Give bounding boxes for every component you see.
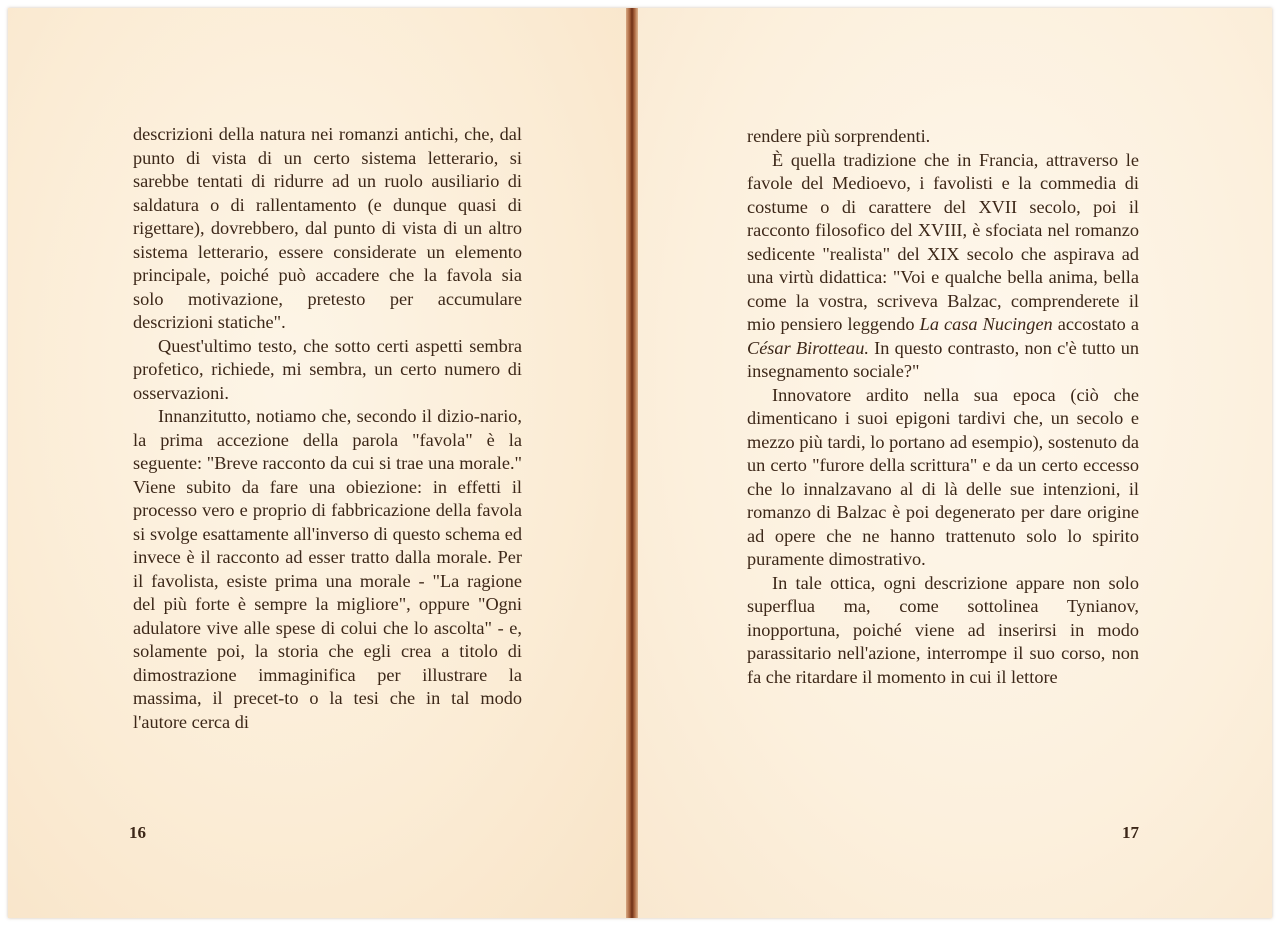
paragraph — [133, 123, 522, 335]
text-line: effetti il processo vero e proprio di fabbricazione — [133, 476, 522, 520]
text-line: la favola sia solo motivazione, pretesto per — [133, 265, 522, 309]
text-line: sembra profetico, richiede, mi sembra, un certo — [133, 335, 522, 379]
text-line: della favola si svolge esattamente all'inverso di — [133, 500, 522, 544]
text-line: parassitario nell'azione, interrompe il suo corso, — [747, 643, 1106, 663]
text-line: immaginifica per illustrare la massima, il precet- — [133, 664, 522, 708]
italic-title: Birotteau. — [795, 337, 869, 358]
page-number: 17 — [1122, 823, 1139, 842]
italic-title: César — [747, 337, 791, 358]
paragraph — [747, 149, 1139, 384]
text-line: altro sistema letterario, essere considerate un — [133, 218, 522, 262]
text-line: questo schema ed invece è il racconto ad esser — [133, 523, 523, 567]
text-line: tratto dalla morale. Per il favolista, esiste prima — [133, 547, 522, 591]
text-line: sue intenzioni, il romanzo di Balzac è poi — [747, 478, 1139, 522]
text-line: hanno trattenuto solo lo spirito puramente — [747, 525, 1139, 569]
text-line: elemento principale, poiché può accadere che — [133, 241, 522, 285]
text-line: inopportuna, poiché viene ad inserirsi in modo — [747, 619, 1139, 640]
text-line: racconto filosofico del XVIII, è sfociata nel — [747, 220, 1070, 240]
page-number: 16 — [129, 823, 146, 842]
text-line: Innovatore ardito nella sua epoca (ciò che — [772, 384, 1139, 405]
text-line: dimenticano i suoi epigoni tardivi che, un secolo — [747, 408, 1124, 428]
text-line: nario, la prima accezione della parola "favola" è — [133, 406, 522, 450]
text-line: dimostrativo. — [828, 549, 926, 569]
text-line: la storia che egli crea a titolo di dimostrazione — [133, 641, 522, 685]
text-line: solo superflua ma, come sottolinea Tynianov, — [747, 572, 1139, 616]
book-spine — [626, 8, 638, 918]
text-line: la migliore", oppure "Ogni adulatore vive alle — [133, 594, 523, 638]
text-line: bella anima, bella come la vostra, scriveva — [747, 267, 1139, 311]
text-line: aspirava ad una virtù didattica: "Voi e qualche — [747, 243, 1140, 287]
left-page — [8, 8, 626, 918]
paragraph — [133, 335, 522, 406]
text-line: la seguente: "Breve racconto da cui si trae una — [133, 429, 522, 473]
text-line: si sarebbe tentati di ridurre ad un ruolo ausiliario — [133, 147, 522, 191]
text-line: e mezzo più tardi, lo portano ad esempio), — [747, 408, 1139, 452]
text-line: non fa che ritardare il momento in cui il lettore — [747, 643, 1139, 687]
text-line: Innanzitutto, notiamo che, secondo il dizio- — [158, 406, 480, 426]
text-line: le favole del Medioevo, i favolisti e la commedia — [747, 149, 1139, 193]
text-line: accostato a — [1057, 314, 1140, 334]
right-page-text — [747, 125, 1139, 689]
text-line: In questo contrasto, non c'è tutto un — [874, 337, 1139, 358]
text-line: descrizioni della natura nei romanzi antichi, che, — [133, 124, 495, 144]
text-line: È quella tradizione che in Francia, attraverso — [772, 149, 1119, 170]
text-line: dal punto di vista di un certo sistema letterario, — [133, 124, 522, 168]
text-line: di rigettare), dovrebbero, dal punto di vista di un — [133, 194, 522, 238]
text-line: morale." Viene subito da fare una obiezione: in — [133, 453, 522, 497]
text-line: un certo eccesso che lo innalzavano al di là delle — [747, 455, 1139, 499]
text-line: degenerato per dare origine ad opere che ne — [747, 502, 1139, 546]
text-line: rendere più sorprendenti. — [747, 126, 931, 146]
text-line: insegnamento sociale?" — [747, 361, 920, 381]
text-line: una morale - "La ragione del più forte è sempre — [133, 570, 522, 614]
right-page — [638, 8, 1272, 918]
text-line: di saldatura o di rallentamento (e dunque quasi — [133, 171, 522, 215]
text-line: accumulare descrizioni statiche". — [133, 288, 522, 332]
text-line: sostenuto da un certo "furore della scrittura" e da — [747, 431, 1139, 475]
text-line: leggendo — [847, 314, 915, 334]
text-line: Balzac, comprenderete il mio pensiero — [747, 290, 1139, 334]
left-page-text — [133, 123, 522, 734]
text-line: spese di colui che lo ascolta" - e, solamente poi, — [133, 617, 522, 661]
text-line: to o la tesi che in tal modo l'autore cerca di — [133, 688, 522, 732]
text-line: romanzo sedicente "realista" del XIX secolo che — [747, 220, 1139, 264]
text-line: Quest'ultimo testo, che sotto certi aspetti — [158, 335, 463, 356]
paragraph — [747, 384, 1139, 572]
paragraph — [133, 405, 522, 734]
paragraph — [747, 125, 1139, 149]
text-line: numero di osservazioni. — [133, 359, 522, 403]
italic-title: La casa Nucingen — [919, 314, 1053, 334]
book-spread — [8, 8, 1272, 918]
text-line: di costume o di carattere del XVII secolo, poi il — [747, 173, 1139, 217]
text-line: In tale ottica, ogni descrizione appare non — [772, 572, 1101, 593]
paragraph — [747, 572, 1139, 690]
